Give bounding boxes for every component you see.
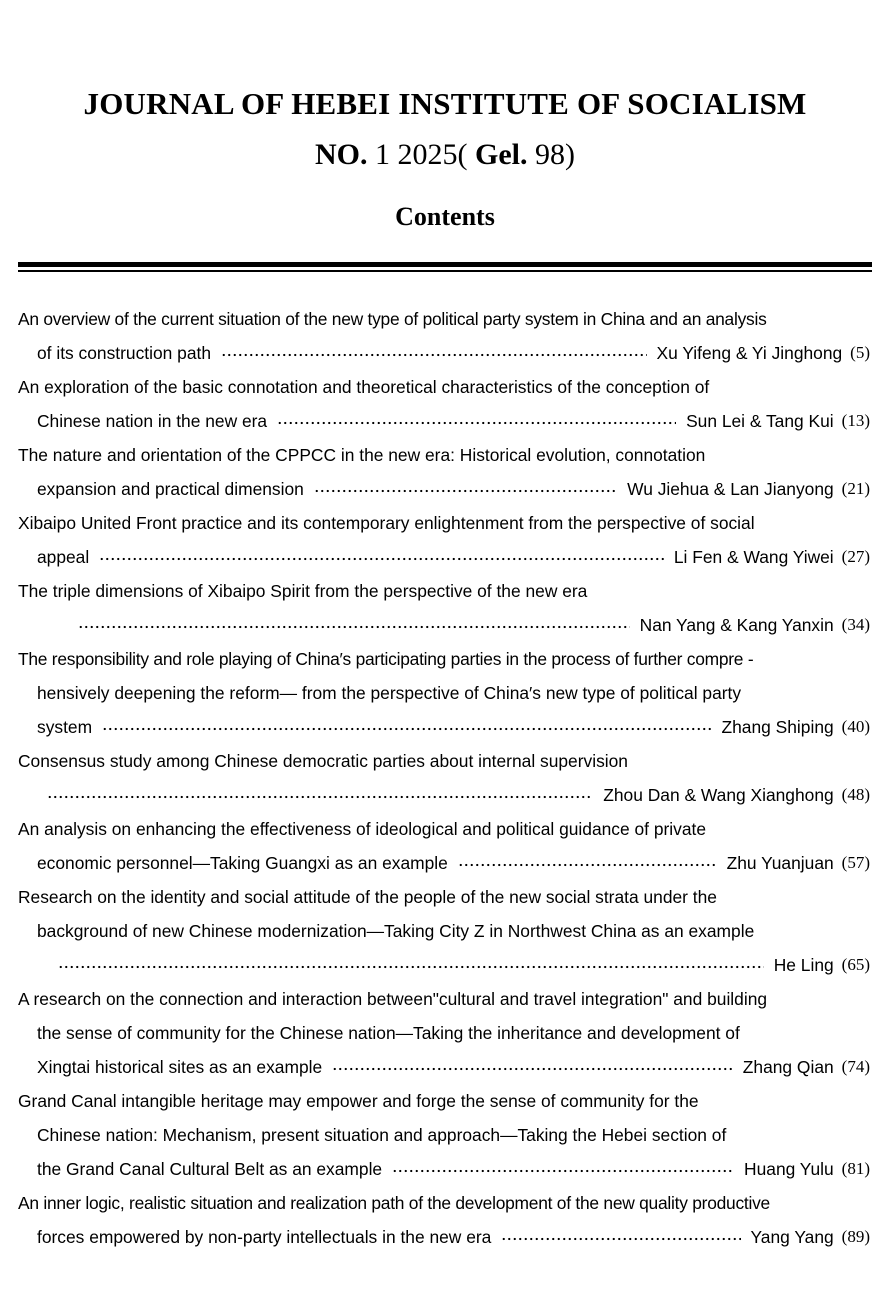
entry-authors: Xu Yifeng & Yi Jinghong: [656, 343, 843, 363]
entry-authors: Nan Yang & Kang Yanxin: [639, 615, 834, 635]
entry-last-line: [18, 948, 870, 982]
dot-leader: [58, 948, 764, 982]
issue-gel-label: Gel.: [475, 138, 528, 171]
entry-authors: Huang Yulu: [744, 1159, 834, 1179]
entry-page: (27): [841, 547, 870, 566]
entry-last-line: [18, 404, 870, 438]
header-rule-thick: [18, 262, 872, 267]
entry-title-line: An exploration of the basic connotation and theoretical characteristics of the conception of: [18, 377, 710, 397]
toc-entry[interactable]: [18, 302, 870, 370]
entry-last-line: [18, 1050, 870, 1084]
entry-title-line: A research on the connection and interaction between"cultural and travel integration" and building: [18, 989, 768, 1009]
dot-leader: [221, 336, 647, 370]
entry-title-line: the sense of community for the Chinese nation—Taking the inheritance and development of: [37, 1023, 740, 1043]
dot-leader: [314, 472, 617, 506]
dot-leader: [458, 846, 717, 880]
toc-entry[interactable]: [18, 982, 870, 1084]
toc-entry[interactable]: [18, 438, 870, 506]
entry-authors: Zhu Yuanjuan: [726, 853, 834, 873]
entry-title-line: Grand Canal intangible heritage may empower and forge the sense of community for the: [18, 1091, 699, 1111]
entry-authors: Wu Jiehua & Lan Jianyong: [627, 479, 834, 499]
dot-leader: [277, 404, 676, 438]
entry-last-line: [18, 472, 870, 506]
entry-authors: He Ling: [773, 955, 834, 975]
issue-paren-open: (: [457, 138, 468, 171]
entry-title-line: The triple dimensions of Xibaipo Spirit from the perspective of the new era: [18, 581, 588, 601]
entry-title-line: the Grand Canal Cultural Belt as an example: [37, 1159, 383, 1179]
journal-title: JOURNAL OF HEBEI INSTITUTE OF SOCIALISM: [83, 86, 807, 121]
entry-title-line: The nature and orientation of the CPPCC in the new era: Historical evolution, connotation: [18, 445, 706, 465]
entry-title-line: hensively deepening the reform— from the perspective of China′s new type of political party: [37, 683, 742, 703]
entry-last-line: [18, 336, 870, 370]
entry-title-line: appeal: [37, 547, 90, 567]
entry-title-line: Xingtai historical sites as an example: [37, 1057, 323, 1077]
dot-leader: [102, 710, 711, 744]
header-rule-thin: [18, 270, 872, 272]
entry-page: (13): [841, 411, 870, 430]
issue-no-label: NO.: [315, 138, 368, 171]
entry-page: (40): [841, 717, 870, 736]
entry-authors: Zhang Shiping: [721, 717, 834, 737]
entry-title-line: Consensus study among Chinese democratic parties about internal supervision: [18, 751, 628, 771]
toc-entry[interactable]: [18, 506, 870, 574]
toc-entry[interactable]: [18, 574, 870, 642]
entry-last-line: [18, 710, 870, 744]
issue-number: 1: [375, 138, 390, 171]
entry-page: (89): [841, 1227, 870, 1246]
dot-leader: [332, 1050, 733, 1084]
entry-authors: Zhou Dan & Wang Xianghong: [603, 785, 834, 805]
entry-page: (57): [841, 853, 870, 872]
issue-paren-close: ): [565, 138, 575, 171]
entry-authors: Yang Yang: [750, 1227, 834, 1247]
toc-entry[interactable]: [18, 880, 870, 982]
toc-entry[interactable]: [18, 1084, 870, 1186]
entry-last-line: [18, 1152, 870, 1186]
entry-page: (48): [841, 785, 870, 804]
entry-page: (81): [841, 1159, 870, 1178]
entry-title-line: Research on the identity and social attitude of the people of the new social strata under the: [18, 887, 717, 907]
dot-leader: [501, 1220, 740, 1254]
contents-heading: Contents: [395, 202, 495, 231]
entry-title-line: system: [37, 717, 93, 737]
entry-last-line: [18, 540, 870, 574]
dot-leader: [392, 1152, 734, 1186]
entry-title-line: forces empowered by non-party intellectuals in the new era: [37, 1227, 492, 1247]
entry-page: (5): [850, 343, 870, 362]
entry-authors: Zhang Qian: [742, 1057, 834, 1077]
toc-entry[interactable]: [18, 1186, 870, 1254]
entry-page: (65): [841, 955, 870, 974]
entry-title-line: Chinese nation: Mechanism, present situation and approach—Taking the Hebei section of: [37, 1125, 727, 1145]
entry-title-line: An analysis on enhancing the effectiveness of ideological and political guidance of private: [18, 819, 707, 839]
entry-page: (74): [841, 1057, 870, 1076]
toc-entry[interactable]: [18, 370, 870, 438]
issue-year: 2025: [397, 138, 458, 171]
entry-title-line: economic personnel—Taking Guangxi as an example: [37, 853, 448, 873]
entry-title-line: Chinese nation in the new era: [37, 411, 268, 431]
issue-gel-number: 98: [535, 138, 565, 171]
entry-authors: Sun Lei & Tang Kui: [686, 411, 834, 431]
entry-last-line: [18, 608, 870, 642]
dot-leader: [78, 608, 630, 642]
entry-title-line: Xibaipo United Front practice and its contemporary enlightenment from the perspective of social: [18, 513, 755, 533]
toc-entry[interactable]: [18, 642, 870, 744]
issue-line: [0, 138, 890, 172]
entry-title-line: An overview of the current situation of the new type of political party system in China and an analysis: [18, 309, 767, 329]
entry-last-line: [18, 778, 870, 812]
entry-last-line: [18, 846, 870, 880]
entry-last-line: [18, 1220, 870, 1254]
dot-leader: [47, 778, 593, 812]
dot-leader: [99, 540, 664, 574]
entry-title-line: An inner logic, realistic situation and realization path of the development of the new quality productive: [18, 1193, 770, 1213]
entry-title-line: background of new Chinese modernization—Taking City Z in Northwest China as an example: [37, 921, 755, 941]
toc-entry[interactable]: [18, 812, 870, 880]
entry-page: (21): [841, 479, 870, 498]
entry-title-line: expansion and practical dimension: [37, 479, 304, 499]
entry-page: (34): [841, 615, 870, 634]
table-of-contents: [18, 302, 870, 1254]
entry-authors: Li Fen & Wang Yiwei: [673, 547, 834, 567]
toc-entry[interactable]: [18, 744, 870, 812]
entry-title-line: of its construction path: [37, 343, 211, 363]
entry-title-line: The responsibility and role playing of China′s participating parties in the process of further compre -: [18, 649, 754, 669]
